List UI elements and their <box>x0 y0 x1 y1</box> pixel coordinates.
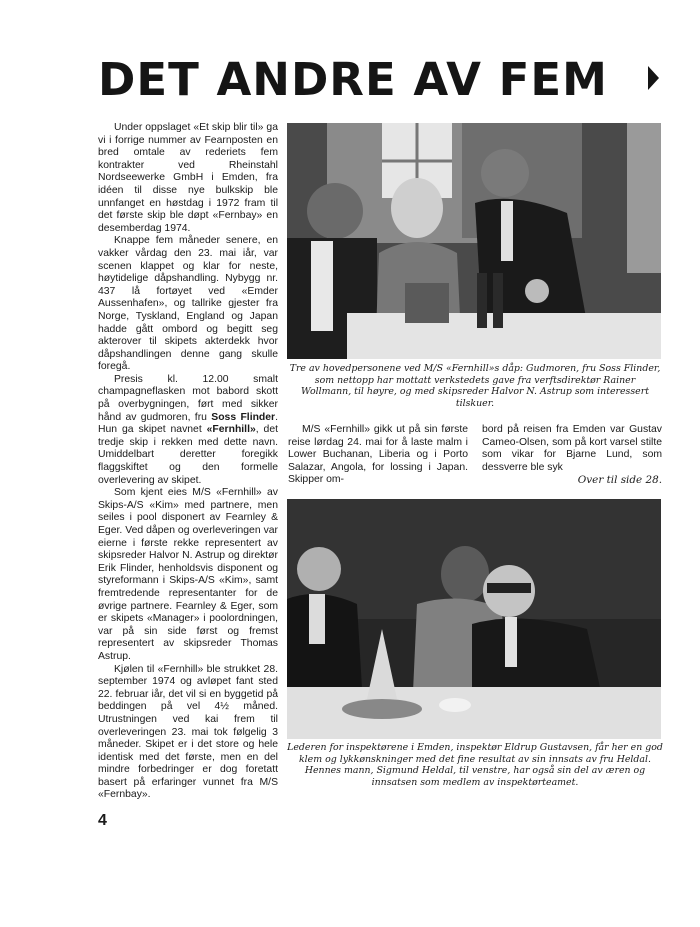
inspector-photo <box>287 499 661 739</box>
photo-1-caption: Tre av hovedpersonene ved M/S «Fernhill»s dåp: Gudmoren, fru Soss Flinder, som nettopp har mottatt verkstedets gave fra verftsdirektør Rainer Wollmann, til høyre, og med skipsreder Halvor N. Astrup som interessert tilskuer. <box>289 363 661 409</box>
paragraph-5: Kjølen til «Fernhill» ble strukket 28. september 1974 og avløpet fant sted 22. februar iår, det vil si en byggetid på beddingen på vel 4½ måned. Utrustningen ved kai frem til overleveringen 23. mai tok følgelig 3 måneder. Skipet er i det store og hele identisk med det første, men en del mindre forbedringer er dog foretatt basert på erfaringer vunnet fra M/S «Fernbay». <box>98 663 278 801</box>
article-left-column <box>98 122 278 802</box>
paragraph-3-text: Presis kl. 12.00 smalt champagneflasken mot babord skott på overbygningen, ført med sikker hånd av gudmoren, fru <box>98 373 278 423</box>
continue-arrow-icon <box>648 66 659 90</box>
right-paragraph: bord på reisen fra Emden var Gustav Cameo-Olsen, som på kort varsel stilte som vikar for Bjarne Lund, som dessverre ble syk <box>482 424 662 473</box>
christening-photo <box>287 123 661 359</box>
page-number: 4 <box>98 812 107 829</box>
ship-name: «Fernhill» <box>206 424 256 436</box>
paragraph-4: Som kjent eies M/S «Fernhill» av Skips-A/S «Kim» med partnere, men seiles i pool disponert av Fearnley & Eger. Ved dåpen og overleveringen var eierne i første rekke representert av skipsreder Halvor N. Astrup og direktør Erik Flinder, henholdsvis disponent og styreformann i Skips-A/S «Kim», samt fremtredende representanter for de øvrige partnere. Fearnley & Eger, som er skipets «Manager» i poolordningen, var på sin side først og fremst representert av skipsreder Thomas Astrup. <box>98 487 278 662</box>
article-right-column <box>482 424 662 487</box>
photo-2-caption: Lederen for inspektørene i Emden, inspektør Eldrup Gustavsen, får her en god klem og lykkønskninger med det fine resultat av sin innsats av fru Heldal. Hennes mann, Sigmund Heldal, til venstre, har også sin del av æren og innsatsen som medlem av inspektørteamet. <box>287 742 663 788</box>
paragraph-3-text-mid: . Hun ga skipet navnet <box>98 411 278 436</box>
godmother-name: Soss Flinder <box>211 411 276 423</box>
article-middle-column <box>288 424 468 487</box>
paragraph-3 <box>98 374 278 487</box>
continued-note: Over til side 28. <box>577 474 662 487</box>
paragraph-2: Knappe fem måneder senere, en vakker vårdag den 23. mai iår, var scenen klappet og klar for neste, høytidelige dåpshandling. Nybygg nr. 437 lå fortøyet ved «Emder Aussenhafen», og tallrike gjester fra Norge, Tyskland, England og Japan hadde gått ombord og begitt seg akterover til skipets akterdekk hvor dåpshandlingen denne gang skulle foregå. <box>98 235 278 373</box>
paragraph-3-text-end: , det tredje skip i rekken med dette navn. Umiddelbart deretter foregikk flaggskiftet og den formelle overlevering av skipet. <box>98 424 279 486</box>
headline: DET ANDRE AV FEM <box>98 53 608 106</box>
paragraph-1: Under oppslaget «Et skip blir til» ga vi i forrige nummer av Fearnposten en bred omtale av rederiets fem kontrakter ved Rheinstahl Nordseewerke GmbH i Emden, fra idéen til disse nye bulkskip ble unnfanget en høstdag i 1972 fram til det første skip ble døpt «Fernbay» en desemberdag 1974. <box>98 122 278 234</box>
middle-paragraph: M/S «Fernhill» gikk ut på sin første reise lørdag 24. mai for å laste malm i Lower Buchanan, Liberia og i Porto Salazar, Angola, for lossing i Japan. Skipper om- <box>288 424 468 486</box>
